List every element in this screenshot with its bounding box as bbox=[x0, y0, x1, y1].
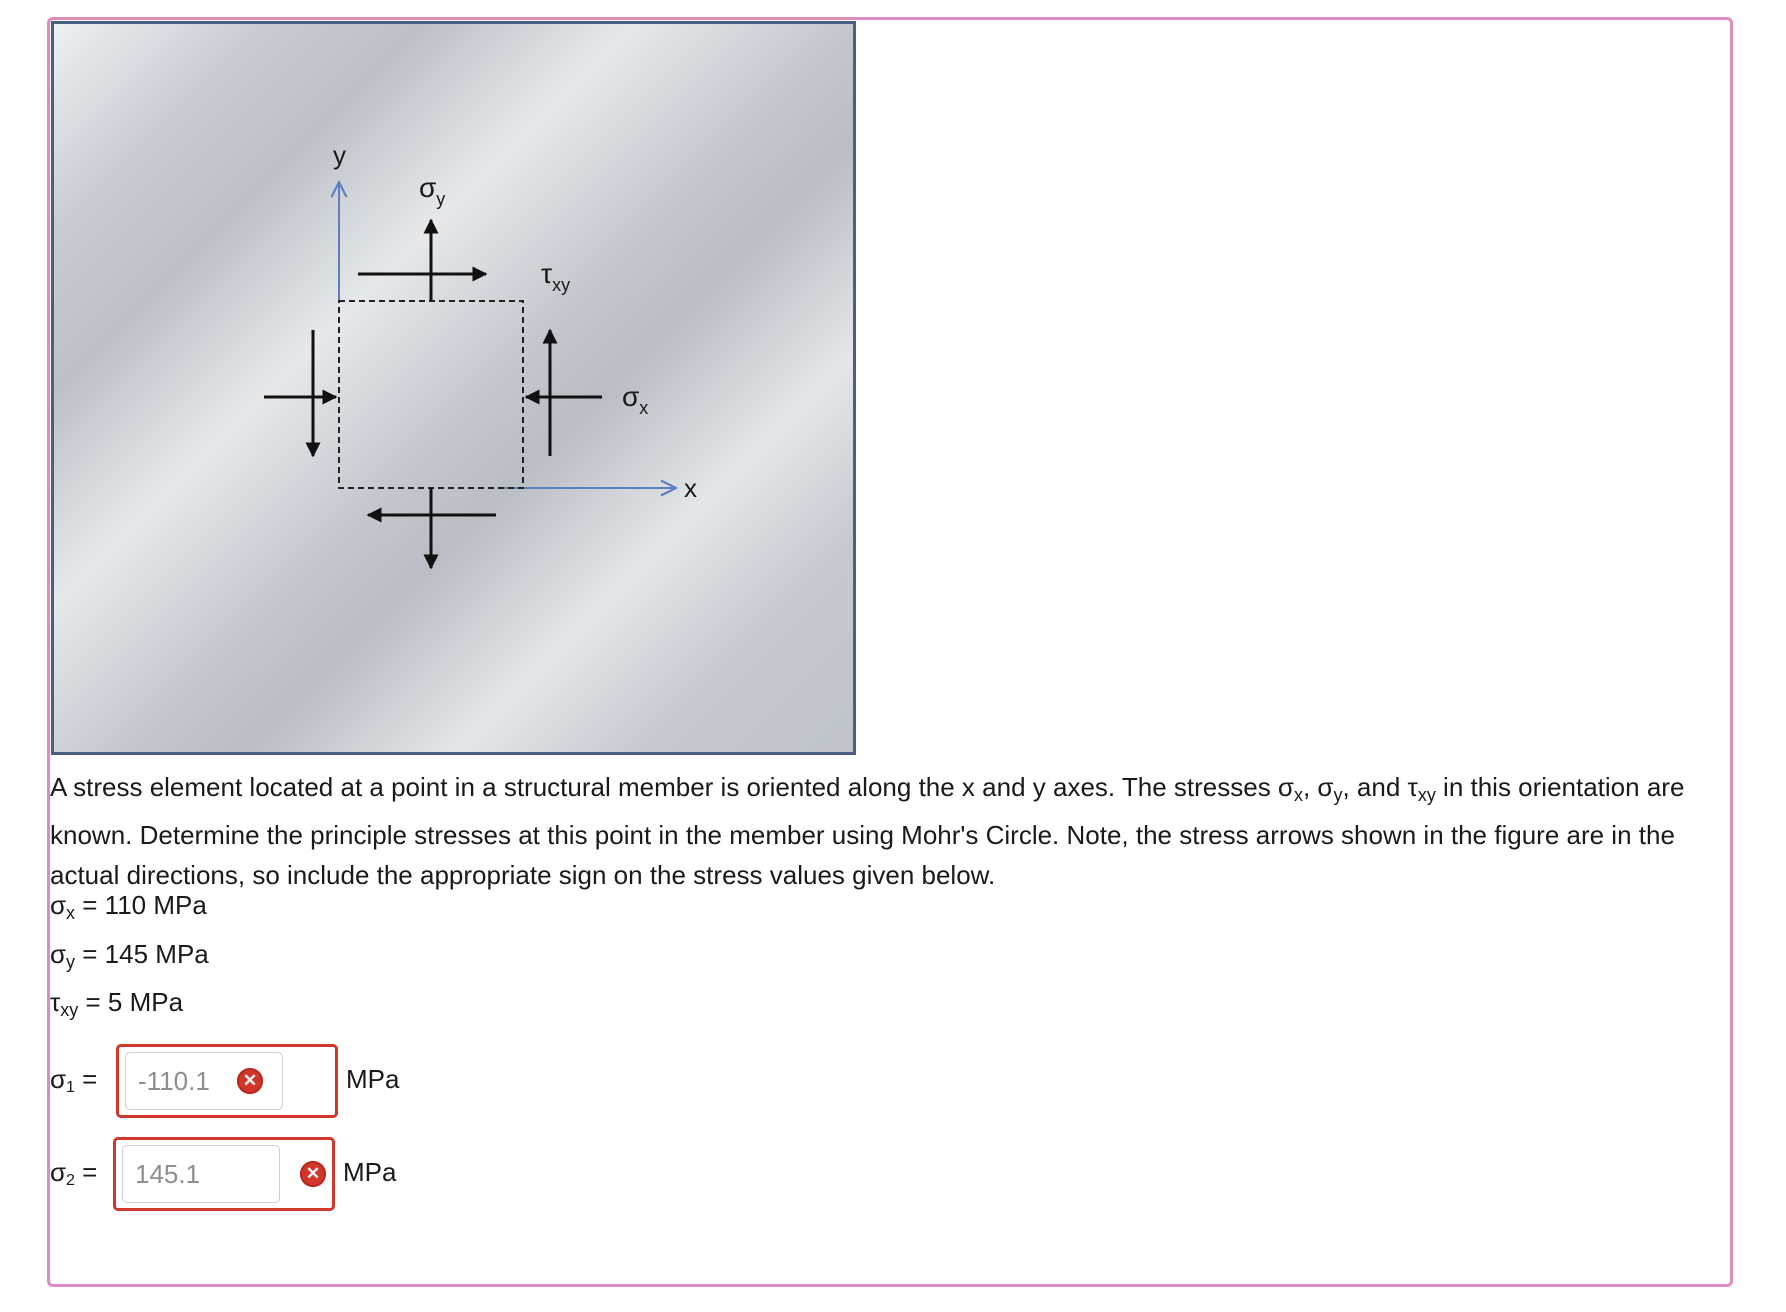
sigma-1-answer-box bbox=[116, 1044, 338, 1118]
axis-y-label: y bbox=[333, 140, 346, 170]
sigma-x-label: $\sigma_x$ bbox=[622, 381, 649, 418]
stress-element-figure bbox=[51, 21, 856, 755]
given-tau-xy: $\tau_{xy} = 5$ MPa bbox=[50, 987, 184, 1020]
sigma-1-unit: MPa bbox=[346, 1064, 400, 1094]
sigma-y-label: $\sigma_y$ bbox=[419, 172, 446, 209]
sigma-1-label: $\sigma_1$ = bbox=[50, 1064, 98, 1096]
given-sigma-x: $\sigma_x = 110$ MPa bbox=[50, 890, 207, 923]
stress-element-square bbox=[339, 301, 523, 488]
given-sigma-y: $\sigma_y = 145$ MPa bbox=[50, 939, 209, 972]
axis-x-label: x bbox=[684, 473, 697, 503]
sigma-2-label: $\sigma_2$ = bbox=[50, 1157, 98, 1189]
error-x-icon: ✕ bbox=[237, 1068, 263, 1094]
tau-xy-label: $\tau_{xy}$ bbox=[541, 258, 571, 295]
sigma-2-input[interactable] bbox=[122, 1145, 280, 1203]
problem-statement: A stress element located at a point in a structural member is oriented along the x and y axes. The stresses $\sigma_x$, $\sigma_y$, and $\tau_{xy}$ in this orientation are known. Determine the principle stresses at this point in the member using Mohr's Circle. Note, the stress arrows shown in the figure are in the actual directions, so include the appropriate sign on the stress values given below. bbox=[50, 772, 1685, 890]
error-x-icon: ✕ bbox=[300, 1161, 326, 1187]
sigma-2-unit: MPa bbox=[343, 1157, 397, 1187]
stress-element-diagram bbox=[54, 24, 853, 752]
